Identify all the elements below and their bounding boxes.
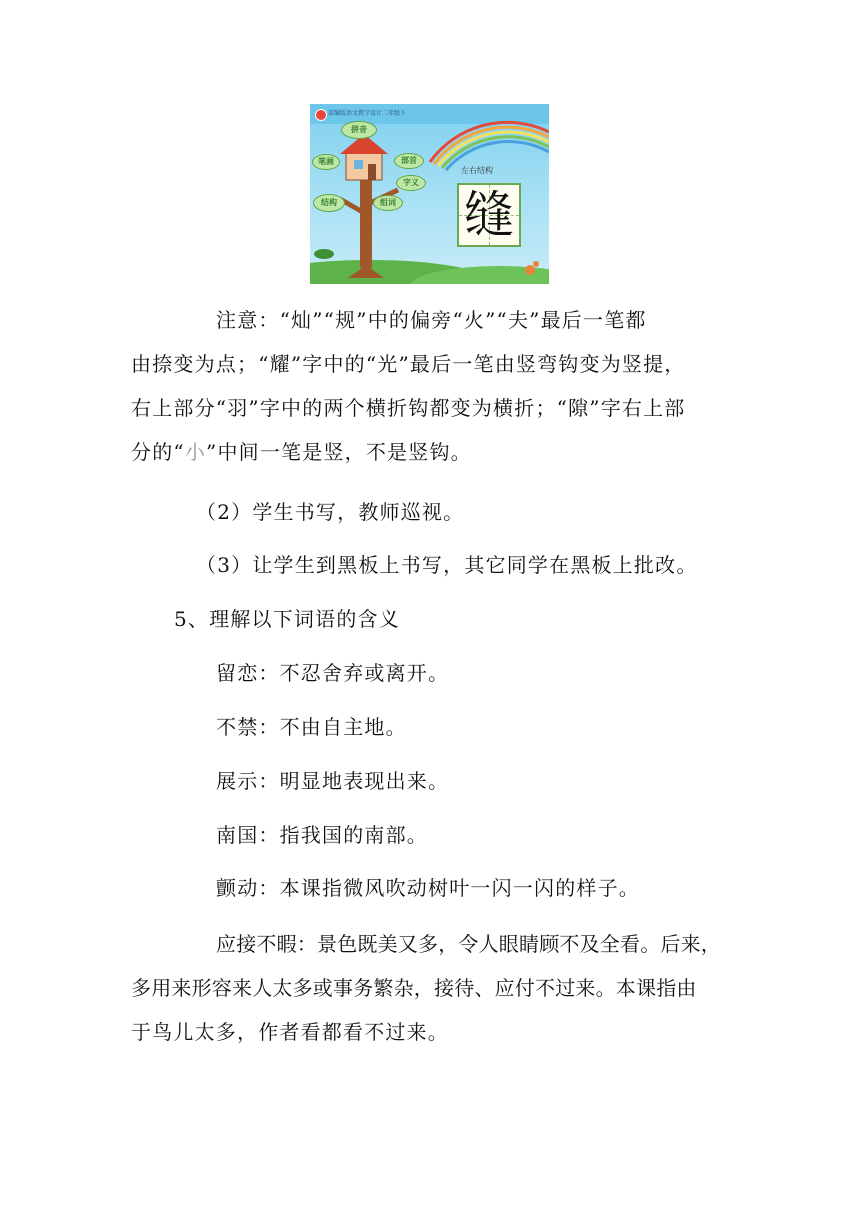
ying-line-3: 于鸟儿太多，作者看都看不过来。 — [131, 1020, 449, 1044]
cloud-label-ziyi: 字义 — [396, 175, 426, 191]
notice-line-4 — [131, 430, 472, 474]
lesson-slide-image — [310, 104, 549, 284]
vocab-item-nanguo: 南国：指我国的南部。 — [216, 823, 428, 847]
ying-line-1: 应接不暇：景色既美又多，令人眼睛顾不及全看。后来， — [216, 932, 721, 956]
notice-line-4-pre: 分的“ — [131, 440, 185, 464]
vocab-item-chandong: 颤动：本课指微风吹动树叶一闪一闪的样子。 — [216, 876, 640, 900]
notice-line-4-post: ”中间一笔是竖，不是竖钩。 — [206, 440, 472, 464]
character-grid — [457, 183, 521, 247]
notice-line-1: 注意：“灿”“规”中的偏旁“火”“夫”最后一笔都 — [216, 308, 647, 332]
structure-label: 左右结构 — [461, 166, 493, 175]
vocab-item-bujin: 不禁：不由自主地。 — [216, 715, 407, 739]
notice-line-3: 右上部分“羽”字中的两个横折钩都变为横折；“隙”字右上部 — [131, 396, 686, 420]
cloud-label-bushou: 部首 — [394, 153, 424, 169]
section-5-heading: 5、理解以下词语的含义 — [174, 607, 400, 631]
character-feng: 缝 — [464, 186, 514, 244]
notice-line-2: 由捺变为点；“耀”字中的“光”最后一笔由竖弯钩变为竖提， — [131, 352, 686, 376]
ying-line-2: 多用来形容来人太多或事务繁杂，接待、应付不过来。本课指由 — [131, 976, 697, 1000]
cloud-label-jiegou: 结构 — [313, 194, 345, 212]
vocab-item-liulian: 留恋：不忍舍弃或离开。 — [216, 661, 450, 685]
notice-xiao-char: 小 — [184, 440, 207, 464]
cloud-label-pinyin: 拼音 — [341, 121, 377, 139]
cloud-label-bihua: 笔画 — [312, 154, 340, 170]
step-2-text: （2）学生书写，教师巡视。 — [196, 500, 465, 524]
cloud-label-zuci: 组词 — [373, 195, 403, 211]
slide-title: 部编版语文教学设计二年级下 — [328, 110, 407, 117]
step-3-text: （3）让学生到黑板上书写，其它同学在黑板上批改。 — [196, 553, 698, 577]
vocab-item-zhanshi: 展示：明显地表现出来。 — [216, 769, 450, 793]
